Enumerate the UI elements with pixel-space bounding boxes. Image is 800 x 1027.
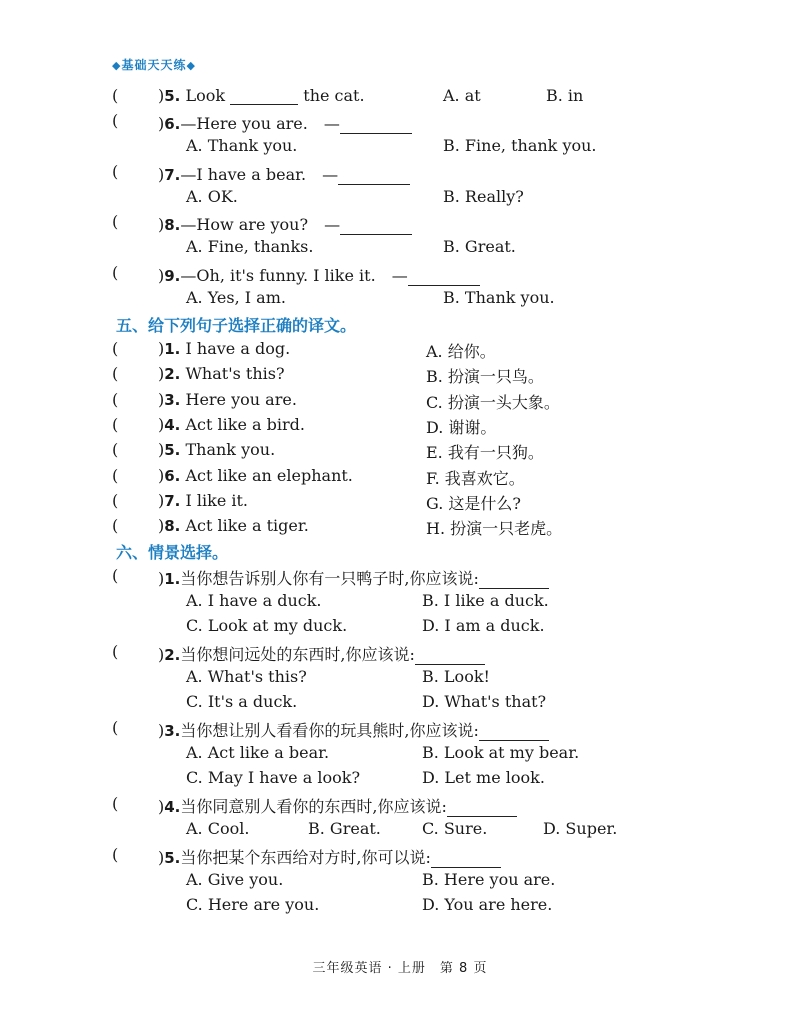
dialog-line: —I have a bear.	[180, 165, 307, 184]
answer-paren-close: )	[158, 215, 165, 234]
answer-blank[interactable]	[431, 851, 501, 868]
answer-paren-close: )	[158, 797, 165, 816]
answer-blank[interactable]	[340, 117, 412, 134]
question-number: 3.	[164, 722, 181, 740]
option-c: C. It's a duck.	[186, 692, 298, 711]
question-text-post: the cat.	[303, 86, 365, 105]
option-b: B. Look!	[422, 667, 490, 686]
scenario-text: 当你把某个东西给对方时,你可以说:	[180, 848, 431, 867]
reply-dash: —	[322, 165, 339, 184]
answer-paren-close: )	[158, 364, 165, 383]
option-d: D. I am a duck.	[422, 616, 545, 635]
option-b: B. in	[546, 86, 584, 105]
scenario-text: 当你想告诉别人你有一只鸭子时,你应该说:	[180, 569, 479, 588]
english-text: What's this?	[185, 364, 285, 383]
question-number: 5.	[164, 849, 181, 867]
dialog-line: —How are you?	[180, 215, 309, 234]
option-d: D. You are here.	[422, 895, 553, 914]
answer-paren-close: )	[158, 390, 165, 409]
option-a: A. Act like a bear.	[186, 743, 330, 762]
page-header	[112, 56, 196, 73]
question-number: 6.	[164, 467, 181, 485]
option-d: D. Let me look.	[422, 768, 545, 787]
answer-blank[interactable]	[408, 269, 480, 286]
question-number: 8.	[164, 216, 181, 234]
answer-paren-close: )	[158, 415, 165, 434]
answer-paren-close: )	[158, 339, 165, 358]
reply-dash: —	[323, 114, 340, 133]
option-b: B. I like a duck.	[422, 591, 549, 610]
question-number: 6.	[164, 115, 181, 133]
answer-paren-close: )	[158, 645, 165, 664]
answer-paren: (	[112, 794, 119, 813]
chinese-translation: A. 给你。	[426, 342, 496, 361]
answer-paren: (	[112, 212, 119, 231]
chinese-translation: C. 扮演一头大象。	[426, 393, 560, 412]
english-text: Act like an elephant.	[185, 466, 353, 485]
english-sentence	[158, 466, 353, 485]
answer-blank[interactable]	[447, 800, 517, 817]
chinese-translation: F. 我喜欢它。	[426, 469, 525, 488]
answer-paren-close: )	[158, 848, 165, 867]
option-a: A. at	[443, 86, 481, 105]
answer-paren: (	[112, 86, 119, 105]
question-text	[158, 263, 480, 286]
question-number: 9.	[164, 267, 181, 285]
question-number: 3.	[164, 391, 181, 409]
english-sentence	[158, 491, 248, 510]
option-c: C. May I have a look?	[186, 768, 361, 787]
question-number: 7.	[164, 166, 181, 184]
question-text	[158, 111, 412, 134]
option-b: B. Here you are.	[422, 870, 556, 889]
answer-paren-close: )	[158, 165, 165, 184]
scenario-text: 当你同意别人看你的东西时,你应该说:	[180, 797, 447, 816]
answer-paren: (	[112, 566, 119, 585]
answer-paren: (	[112, 162, 119, 181]
answer-paren[interactable]: (	[112, 390, 119, 409]
option-c: C. Sure.	[422, 819, 488, 838]
question-number: 2.	[164, 646, 181, 664]
question-number: 4.	[164, 798, 181, 816]
option-a: A. Yes, I am.	[186, 288, 286, 307]
english-text: I like it.	[185, 491, 249, 510]
answer-blank[interactable]	[338, 168, 410, 185]
question-text	[158, 718, 549, 741]
option-d: D. Super.	[543, 819, 618, 838]
page-footer: 三年级英语 · 上册 第 8 页	[312, 961, 488, 976]
chinese-translation: E. 我有一只狗。	[426, 443, 544, 462]
question-text	[158, 566, 549, 589]
question-text-pre: Look	[185, 86, 226, 105]
option-a: A. Fine, thanks.	[186, 237, 314, 256]
answer-paren[interactable]: (	[112, 466, 119, 485]
answer-paren[interactable]: (	[112, 415, 119, 434]
option-a: A. What's this?	[186, 667, 307, 686]
option-b: B. Great.	[308, 819, 381, 838]
option-b: B. Thank you.	[443, 288, 555, 307]
question-number: 4.	[164, 416, 181, 434]
header-title: 基础天天练	[121, 58, 187, 72]
answer-paren-close: )	[158, 466, 165, 485]
option-a: A. Thank you.	[186, 136, 298, 155]
chinese-translation: G. 这是什么?	[426, 494, 521, 513]
section-title: 六、情景选择。	[116, 543, 229, 562]
scenario-text: 当你想问远处的东西时,你应该说:	[180, 645, 415, 664]
diamond-icon: ◆	[186, 59, 196, 72]
option-a: A. Give you.	[186, 870, 284, 889]
english-text: I have a dog.	[185, 339, 291, 358]
answer-paren[interactable]: (	[112, 364, 119, 383]
english-sentence	[158, 415, 305, 434]
option-a: A. I have a duck.	[186, 591, 322, 610]
answer-blank[interactable]	[479, 724, 549, 741]
answer-blank[interactable]	[340, 218, 412, 235]
question-number: 7.	[164, 492, 181, 510]
question-text	[158, 794, 517, 817]
english-sentence	[158, 339, 290, 358]
answer-blank[interactable]	[479, 572, 549, 589]
question-text	[158, 86, 365, 105]
scenario-text: 当你想让别人看看你的玩具熊时,你应该说:	[180, 721, 479, 740]
option-c: C. Here are you.	[186, 895, 320, 914]
question-number: 5.	[164, 87, 181, 105]
question-number: 1.	[164, 340, 181, 358]
answer-paren-close: )	[158, 114, 165, 133]
question-text	[158, 212, 412, 235]
english-text: Act like a bird.	[185, 415, 305, 434]
reply-dash: —	[324, 215, 341, 234]
answer-paren-close: )	[158, 491, 165, 510]
english-text: Here you are.	[185, 390, 297, 409]
question-text	[158, 845, 501, 868]
english-text: Thank you.	[185, 440, 276, 459]
answer-paren-close: )	[158, 569, 165, 588]
dialog-line: —Here you are.	[180, 114, 308, 133]
question-text	[158, 162, 410, 185]
answer-paren: (	[112, 718, 119, 737]
english-sentence	[158, 364, 285, 383]
english-sentence	[158, 440, 275, 459]
english-text: Act like a tiger.	[185, 516, 309, 535]
answer-paren[interactable]: (	[112, 516, 119, 535]
section-title: 五、给下列句子选择正确的译文。	[116, 316, 357, 335]
diamond-icon: ◆	[112, 59, 122, 72]
question-number: 2.	[164, 365, 181, 383]
chinese-translation: H. 扮演一只老虎。	[426, 519, 563, 538]
reply-dash: —	[391, 266, 408, 285]
chinese-translation: D. 谢谢。	[426, 418, 497, 437]
question-text	[158, 642, 485, 665]
english-sentence	[158, 516, 309, 535]
option-b: B. Great.	[443, 237, 516, 256]
answer-paren-close: )	[158, 266, 165, 285]
question-number: 5.	[164, 441, 181, 459]
chinese-translation: B. 扮演一只鸟。	[426, 367, 544, 386]
answer-paren: (	[112, 111, 119, 130]
question-number: 1.	[164, 570, 181, 588]
english-sentence	[158, 390, 297, 409]
answer-blank[interactable]	[415, 648, 485, 665]
option-b: B. Fine, thank you.	[443, 136, 597, 155]
answer-paren-close: )	[158, 440, 165, 459]
answer-paren-close: )	[158, 516, 165, 535]
answer-paren: (	[112, 263, 119, 282]
option-c: C. Look at my duck.	[186, 616, 348, 635]
answer-paren[interactable]: (	[112, 491, 119, 510]
option-b: B. Look at my bear.	[422, 743, 580, 762]
answer-paren: (	[112, 642, 119, 661]
answer-paren[interactable]: (	[112, 440, 119, 459]
answer-blank[interactable]	[230, 88, 298, 105]
option-a: A. OK.	[186, 187, 238, 206]
answer-paren-close: )	[158, 86, 165, 105]
dialog-line: —Oh, it's funny. I like it.	[180, 266, 376, 285]
answer-paren: (	[112, 845, 119, 864]
option-d: D. What's that?	[422, 692, 547, 711]
option-b: B. Really?	[443, 187, 524, 206]
answer-paren[interactable]: (	[112, 339, 119, 358]
option-a: A. Cool.	[186, 819, 250, 838]
question-number: 8.	[164, 517, 181, 535]
answer-paren-close: )	[158, 721, 165, 740]
